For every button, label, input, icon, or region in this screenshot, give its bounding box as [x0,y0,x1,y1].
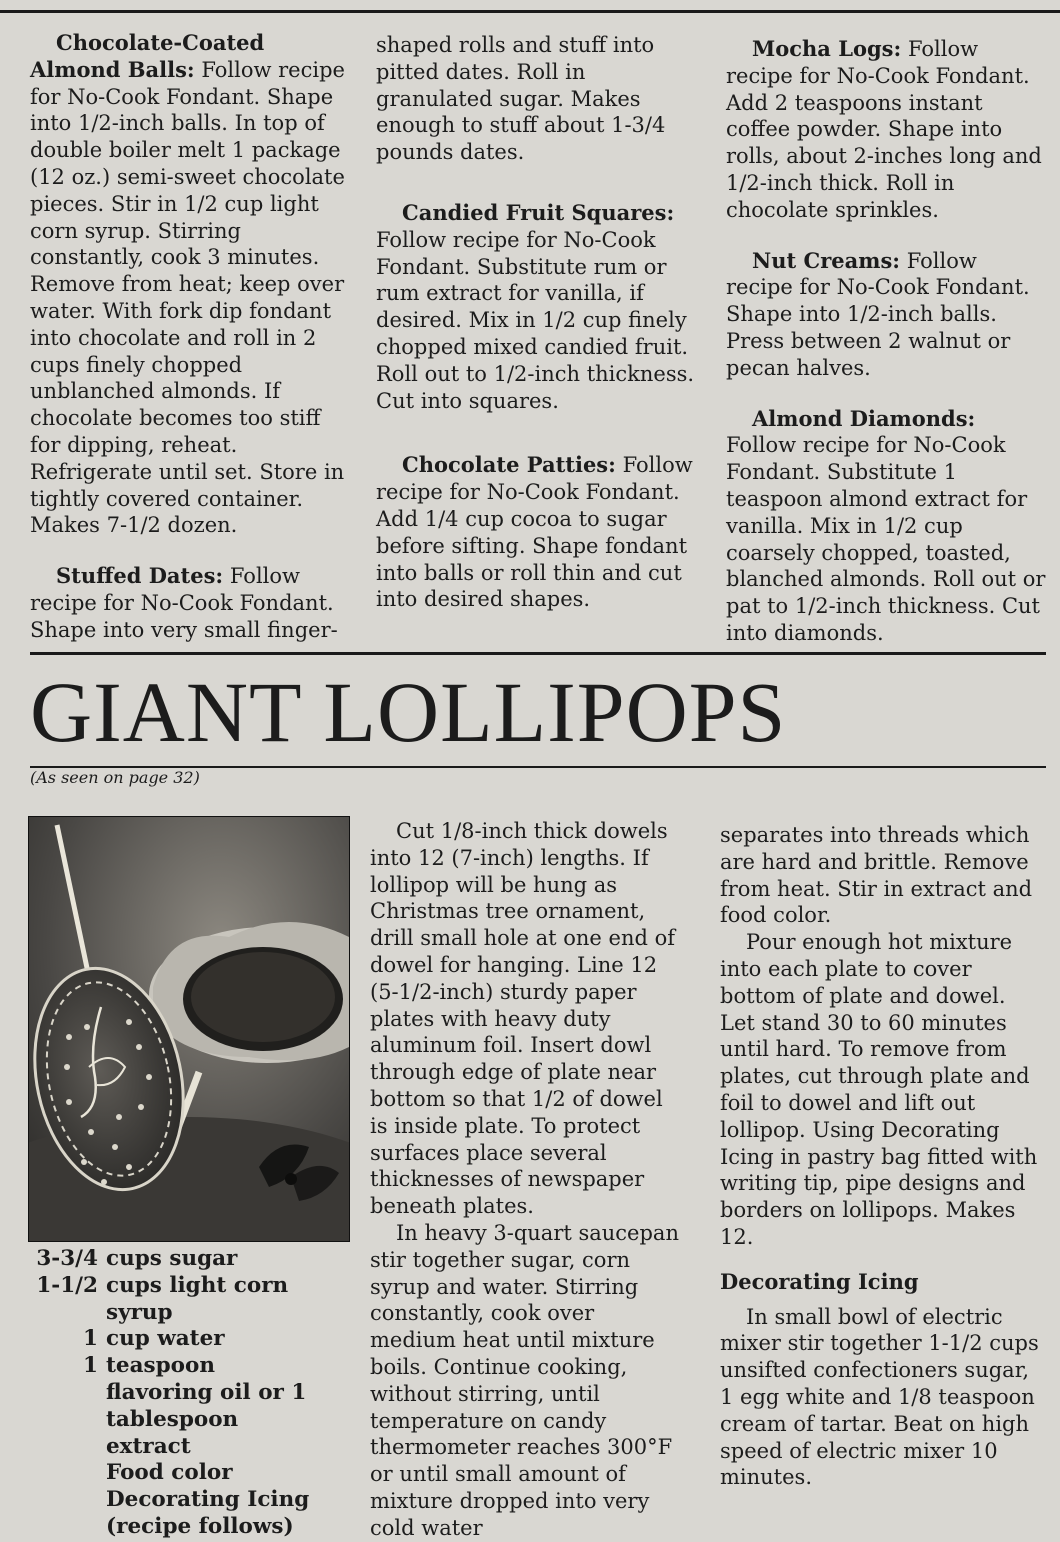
ingredient-row: 1 teaspoon flavoring oil or 1 tablespoon extract [83,1353,307,1459]
lollipop-photo-image [29,817,349,1241]
directions-paragraph-1: Cut 1/8-inch thick dowels into 12 (7-inch) lengths. If lollipop will be hung as Christmas tree ornament, drill small hole at one end of dowel for hanging. Line 12 (5-1/2-inch) sturdy paper plates with heavy duty aluminum foil. Insert dowl through edge of plate near bottom so that 1/2 of dowel is inside plate. To protect surfaces place several thicknesses of newspaper beneath plates. [370,819,676,1219]
ingredient-row: 1-1/2 cups light corn syrup [36,1272,289,1325]
ingredient-row: Decorating Icing (recipe follows) [106,1487,310,1539]
recipe-stuffed-dates-cont: shaped rolls and stuff into pitted dates. Roll in granulated sugar. Makes enough to stuff about 1-3/4 pounds dates. [376,33,666,165]
recipe-mocha-logs: Mocha Logs: Follow recipe for No-Cook Fondant. Add 2 teaspoons instant coffee powder. Shape into rolls, about 2-inches long and 1/2-inch thick. Roll in chocolate sprinkles. [726,36,1042,222]
icing-text: In small bowl of electric mixer stir together 1-1/2 cups unsifted confectioners sugar, 1 egg white and 1/8 teaspoon cream of tartar. Beat on high speed of electric mixer 10 minutes. [720,1304,1039,1490]
recipe-candied-fruit: Candied Fruit Squares: Follow recipe for No-Cook Fondant. Substitute rum or rum extract for vanilla, if desired. Mix in 1/2 cup finely chopped mixed candied fruit. Roll out to 1/2-inch thickness. Cut into squares. [376,199,695,413]
recipe-stuffed-dates: Stuffed Dates: Follow recipe for No-Cook Fondant. Shape into very small finger- [30,563,338,642]
directions-column-3 [720,822,1040,1491]
top-column-3 [726,36,1048,647]
lollipop-photo [28,816,350,1242]
recipe-almond-balls: Chocolate-Coated Almond Balls: Follow recipe for No-Cook Fondant. Shape into 1/2-inch balls. In top of double boiler melt 1 package (12 oz.) semi-sweet chocolate pieces. Stir in 1/2 cup light corn syrup. Stirring constantly, cook 3 minutes. Remove from heat; keep over water. With fork dip fondant into chocolate and roll in 2 cups finely chopped unblanched almonds. If chocolate becomes too stiff for dipping, reheat. Refrigerate until set. Store in tightly covered container. Makes 7-1/2 dozen. [30,30,345,538]
top-column-1 [30,30,350,644]
ingredient-row: 3-3/4 cups sugar [36,1246,238,1271]
photo-caption: (As seen on page 32) [30,768,200,787]
directions-column-2 [370,818,682,1542]
directions-paragraph-3: separates into threads which are hard and brittle. Remove from heat. Stir in extract and food color. [720,823,1033,928]
icing-title: Decorating Icing [720,1268,919,1294]
ingredient-row: 1 cup water [83,1326,225,1352]
ingredient-row: Food color [106,1460,233,1486]
recipe-almond-diamonds: Almond Diamonds: Follow recipe for No-Cook Fondant. Substitute 1 teaspoon almond extract for vanilla. Mix in 1/2 cup coarsely chopped, toasted, blanched almonds. Roll out or pat to 1/2-inch thickness. Cut into diamonds. [726,405,1046,645]
page-title: GIANT LOLLIPOPS [30,664,787,760]
section-rule-top [30,652,1046,655]
top-column-2 [376,32,696,613]
directions-paragraph-2: In heavy 3-quart saucepan stir together sugar, corn syrup and water. Stirring constantly, cook over medium heat until mixture boils. Continue cooking, without stirring, until temperature on candy thermometer reaches 300°F or until small amount of mixture dropped into very cold water [370,1220,679,1540]
top-rule [0,10,1060,13]
directions-paragraph-4: Pour enough hot mixture into each plate to cover bottom of plate and dowel. Let stand 30 to 60 minutes until hard. To remove from plates, cut through plate and foil to dowel and lift out lollipop. Using Decorating Icing in pastry bag fitted with writing tip, pipe designs and borders on lollipops. Makes 12. [720,930,1038,1249]
recipe-chocolate-patties: Chocolate Patties: Follow recipe for No-Cook Fondant. Add 1/4 cup cocoa to sugar before sifting. Shape fondant into balls or roll thin and cut into desired shapes. [376,452,693,612]
recipe-nut-creams: Nut Creams: Follow recipe for No-Cook Fondant. Shape into 1/2-inch balls. Press between 2 walnut or pecan halves. [726,247,1030,380]
ingredients-list [22,1246,346,1541]
